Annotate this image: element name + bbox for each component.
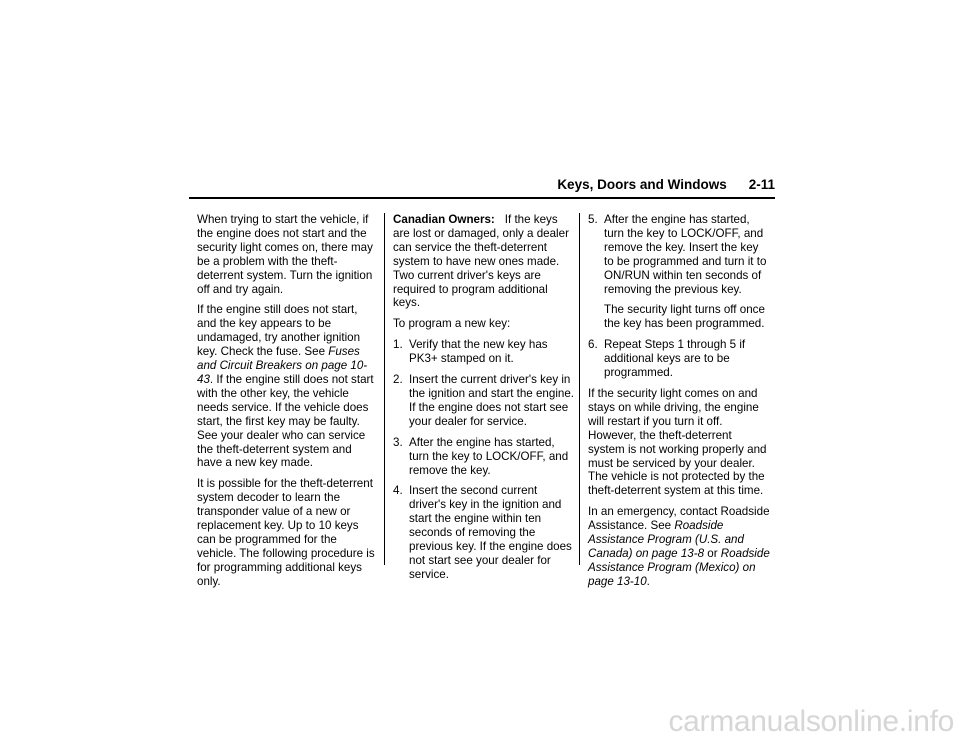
step-item bbox=[393, 373, 575, 429]
cross-reference-link[interactable]: Roadside Assistance Program (Mexico) on page 13-10 bbox=[588, 546, 770, 588]
column-divider bbox=[579, 213, 580, 565]
paragraph-text: If the keys are lost or damaged, only a dealer can service the theft-deterrent system to have new ones made. Two current driver's keys are required to program additional keys. bbox=[393, 213, 569, 310]
header-rule bbox=[189, 197, 775, 199]
column-1 bbox=[197, 213, 379, 596]
cross-reference-link[interactable]: Fuses and Circuit Breakers on page 10-43 bbox=[197, 345, 368, 386]
paragraph-text: In an emergency, contact Roadside Assistance. See bbox=[588, 505, 770, 533]
column-2 bbox=[393, 213, 575, 589]
paragraph bbox=[197, 303, 379, 470]
step-text: After the engine has started, turn the key to LOCK/OFF, and remove the key. bbox=[409, 435, 569, 477]
step-text: Insert the current driver's key in the ignition and start the engine. If the engine does not start see your dealer for service. bbox=[409, 373, 575, 428]
step-text: Insert the second current driver's key in the ignition and start the engine within ten seconds of removing the previous key. If the engine does not start see your dealer for service. bbox=[409, 484, 572, 581]
step-item bbox=[588, 338, 770, 380]
step-number: 2. bbox=[393, 373, 403, 387]
page-number: 2-11 bbox=[748, 177, 775, 192]
step-text: Verify that the new key has PK3+ stamped on it. bbox=[409, 338, 548, 366]
paragraph-text: . If the engine still does not start with the other key, the vehicle needs service. If the vehicle does start, the first key may be faulty. See your dealer who can service the theft-deterrent system and have a new key made. bbox=[197, 372, 374, 470]
paragraph bbox=[588, 505, 770, 588]
paragraph: When trying to start the vehicle, if the engine does not start and the security light comes on, there may be a problem with the theft-deterrent system. Turn the ignition off and try again. bbox=[197, 213, 373, 296]
paragraph: It is possible for the theft-deterrent system decoder to learn the transponder value of a new or replacement key. Up to 10 keys can be programmed for the vehicle. The following procedure is for programming additional keys only. bbox=[197, 477, 375, 588]
column-divider bbox=[384, 213, 385, 565]
step-note: The security light turns off once the key has been programmed. bbox=[604, 303, 765, 331]
step-number: 6. bbox=[588, 338, 598, 352]
watermark: carmanualsonline.info bbox=[668, 705, 954, 738]
step-number: 1. bbox=[393, 338, 403, 352]
step-number: 4. bbox=[393, 484, 403, 498]
step-text: After the engine has started, turn the key to LOCK/OFF, and remove the key. Insert the key to be programmed and turn it to ON/RUN within ten seconds of removing the previous key. bbox=[604, 213, 767, 296]
step-number: 3. bbox=[393, 435, 403, 449]
paragraph-text: . bbox=[646, 574, 650, 588]
paragraph bbox=[393, 213, 575, 310]
step-text: Repeat Steps 1 through 5 if additional keys are to be programmed. bbox=[604, 338, 746, 380]
paragraph-text: If the engine still does not start, and the key appears to be undamaged, try another ignition key. Check the fuse. See bbox=[197, 303, 361, 359]
cross-reference-link[interactable]: Roadside Assistance Program (U.S. and Canada) on page 13-8 bbox=[588, 519, 744, 560]
step-item bbox=[588, 213, 770, 331]
paragraph: If the security light comes on and stays on while driving, the engine will restart if you turn it off. However, the theft-deterrent system is not working properly and must be serviced by your dealer. The vehicle is not protected by the theft-deterrent system at this time. bbox=[588, 386, 767, 498]
step-item bbox=[393, 484, 575, 581]
step-number: 5. bbox=[588, 213, 598, 226]
paragraph-text: or bbox=[704, 546, 721, 560]
step-item bbox=[393, 436, 575, 478]
step-item bbox=[393, 338, 575, 366]
paragraph: To program a new key: bbox=[393, 317, 511, 331]
lead-label: Canadian Owners: bbox=[393, 213, 495, 226]
page-header bbox=[189, 177, 775, 197]
section-title: Keys, Doors and Windows bbox=[557, 177, 727, 192]
column-3 bbox=[588, 213, 770, 596]
